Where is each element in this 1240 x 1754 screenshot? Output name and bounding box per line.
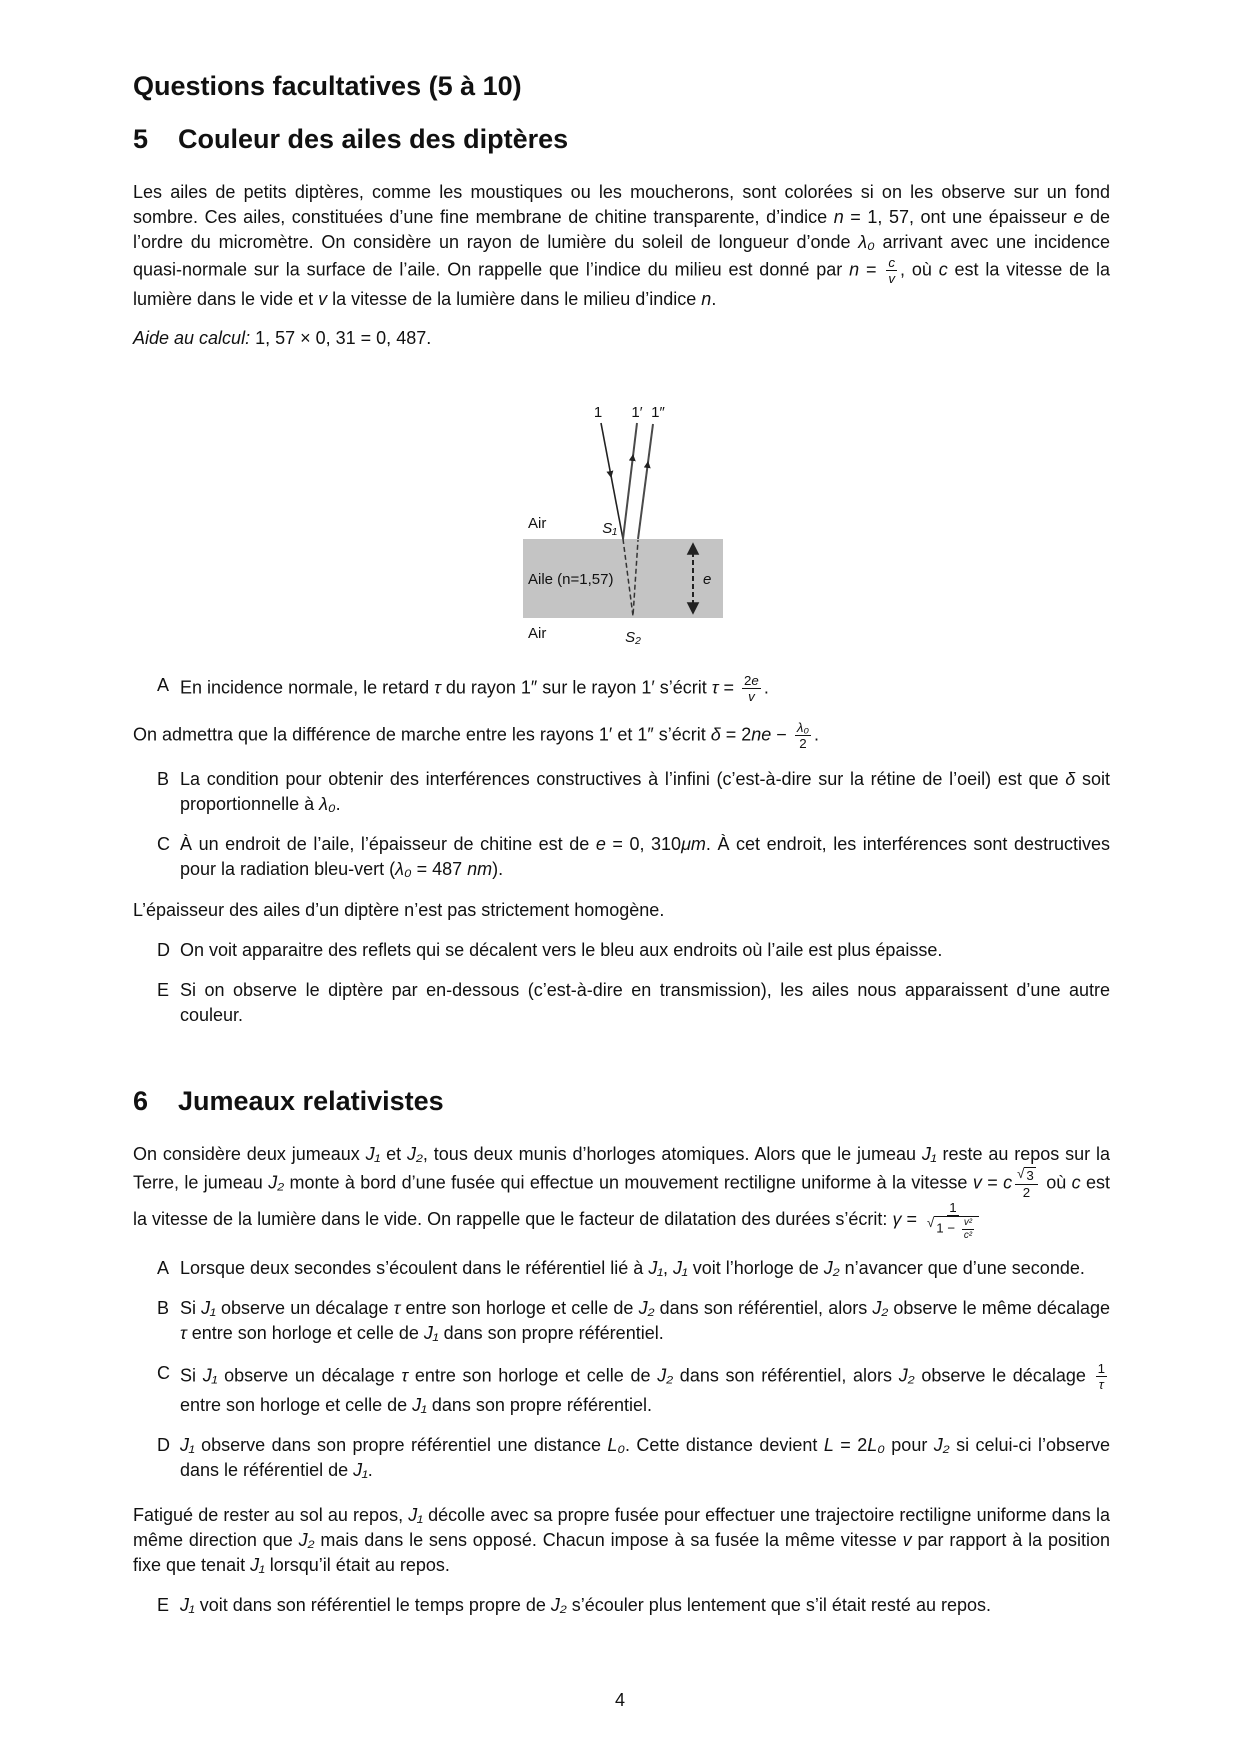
item-label: D xyxy=(157,1434,170,1455)
item-label: E xyxy=(157,979,170,1000)
item-label: D xyxy=(157,939,170,960)
statement-5e xyxy=(157,978,1110,1028)
item-text: À un endroit de l’aile, l’épaisseur de chitine est de e = 0, 310μm. À cet endroit, les interférences sont destructives pour la radiation bleu-vert (λ₀ = 487 nm). xyxy=(180,833,1111,879)
reflected-ray-1p xyxy=(623,423,637,539)
section-5-title: Couleur des ailes des diptères xyxy=(178,124,569,154)
note-thickness: L’épaisseur des ailes d’un diptère n’est pas strictement homogène. xyxy=(133,899,665,920)
air-top-label: Air xyxy=(528,514,547,532)
item-text: On voit apparaitre des reflets qui se décalent vers le bleu aux endroits où l’aile est plus épaisse. xyxy=(180,939,943,960)
page-number: 4 xyxy=(614,1690,625,1710)
item-text: Lorsque deux secondes s’écoulent dans le référentiel lié à J₁, J₁ voit l’horloge de J₂ n’avancer que d’une seconde. xyxy=(180,1258,1085,1278)
statement-6e xyxy=(157,1593,1110,1618)
wing-interference-diagram xyxy=(455,365,755,655)
item-label: A xyxy=(157,1258,170,1278)
item-label: B xyxy=(157,768,170,789)
s1-label: S₁ xyxy=(602,519,617,537)
item-text: Si J₁ observe un décalage τ entre son horloge et celle de J₂ dans son référentiel, alors J₂ observe le décalage $\frac{1}{\tau}$ entre son horloge et celle de J₁ dans son propre référentiel. xyxy=(180,1361,1105,1415)
item-text: Si J₁ observe un décalage τ entre son horloge et celle de J₂ dans son référentiel, alors J₂ observe le même décalage τ entre son horloge et celle de J₁ dans son propre référentiel. xyxy=(180,1298,1110,1343)
item-text: J₁ voit dans son référentiel le temps propre de J₂ s’écouler plus lentement que s’il était resté au repos. xyxy=(180,1594,991,1615)
note-delta: On admettra que la différence de marche entre les rayons 1′ et 1″ s’écrit δ = 2ne − $\frac{\text{λ₀}}{2}$ . xyxy=(133,720,819,752)
item-label: E xyxy=(157,1594,170,1615)
statement-5d xyxy=(157,938,1110,963)
item-text: J₁ observe dans son propre référentiel une distance L₀. Cette distance devient L = 2L₀ pour J₂ si celui-ci l’observe dans le référentiel de J₁. xyxy=(180,1434,1110,1480)
section-6-intro: On considère deux jumeaux J₁ et J₂, tous deux munis d’horloges atomiques. Alors que le jumeau J₁ reste au repos sur la Terre, le jumeau J₂ monte à bord d’une fusée qui effectue un mouvement rectiligne uniforme à la vitesse v = c √ 3 2 où c est la vitesse de la lumière dans le vide. On rappelle que le facteur de dilatation des durées s’écrit: γ = 1 √ 1 − $\frac{\text{v²}}{\text{c²}}$ xyxy=(133,1143,1111,1241)
air-bottom-label: Air xyxy=(528,624,547,642)
item-label: B xyxy=(157,1298,170,1318)
wing-interference-figure xyxy=(455,365,755,655)
item-text: Si on observe le diptère par en-dessous (c’est-à-dire en transmission), les ailes nous apparaissent d’une autre couleur. xyxy=(180,979,1110,1025)
wing-label: Aile (n=1,57) xyxy=(528,570,614,588)
s2-label: S₂ xyxy=(625,628,641,646)
doc-title: Questions facultatives (5 à 10) xyxy=(133,71,522,101)
item-label: C xyxy=(157,833,170,854)
reflected-ray-1pp xyxy=(638,424,653,539)
item-text: En incidence normale, le retard τ du rayon 1″ sur le rayon 1′ s’écrit τ = $\frac{2e}{v}$ . xyxy=(180,672,769,704)
ray-1p-label: 1′ xyxy=(631,403,643,421)
statement-6a xyxy=(157,1256,1110,1281)
section-5-heading xyxy=(133,122,1110,156)
section-5-intro: Les ailes de petits diptères, comme les moustiques ou les moucherons, sont colorées si on les observe sur un fond sombre. Ces ailes, constituées d’une fine membrane de chitine transparente, d’indice n = 1, 57, ont une épaisseur e de l’ordre du micromètre. On considère un rayon de lumière du soleil de longueur d’onde λ₀ arrivant avec une incidence quasi-normale sur la surface de l’aile. On rappelle que l’indice du milieu est donné par n = $\frac{c}{v}$ , où c est la vitesse de la lumière dans le vide et v la vitesse de la lumière dans le milieu d’indice n. xyxy=(133,182,1110,309)
statement-5c xyxy=(157,832,1110,882)
section-6-heading xyxy=(133,1084,1110,1118)
section-6-number: 6 xyxy=(133,1085,149,1116)
statement-5b xyxy=(157,767,1110,817)
statement-5a xyxy=(157,673,1110,705)
note-fatigue: Fatigué de rester au sol au repos, J₁ décolle avec sa propre fusée pour effectuer une trajectoire rectiligne uniforme dans la même direction que J₂ mais dans le sens opposé. Chacun impose à sa fusée la même vitesse v par rapport à la position fixe que tenait J₁ lorsqu’il était au repos. xyxy=(133,1504,1110,1575)
section-6-title: Jumeaux relativistes xyxy=(178,1085,444,1116)
item-label: A xyxy=(157,674,170,695)
ray-1-label: 1 xyxy=(593,403,603,421)
item-label: C xyxy=(157,1363,170,1383)
statement-6d xyxy=(157,1433,1110,1483)
section-5-number: 5 xyxy=(133,124,149,154)
thickness-label: e xyxy=(703,570,712,588)
statement-6c xyxy=(157,1361,1110,1418)
statement-6b xyxy=(157,1296,1110,1346)
item-text: La condition pour obtenir des interférences constructives à l’infini (c’est-à-dire sur la rétine de l’oeil) est que δ soit proportionnelle à λ₀. xyxy=(180,768,1111,814)
ray-1pp-label: 1″ xyxy=(651,403,665,421)
calc-hint: Aide au calcul: 1, 57 × 0, 31 = 0, 487. xyxy=(133,327,432,348)
